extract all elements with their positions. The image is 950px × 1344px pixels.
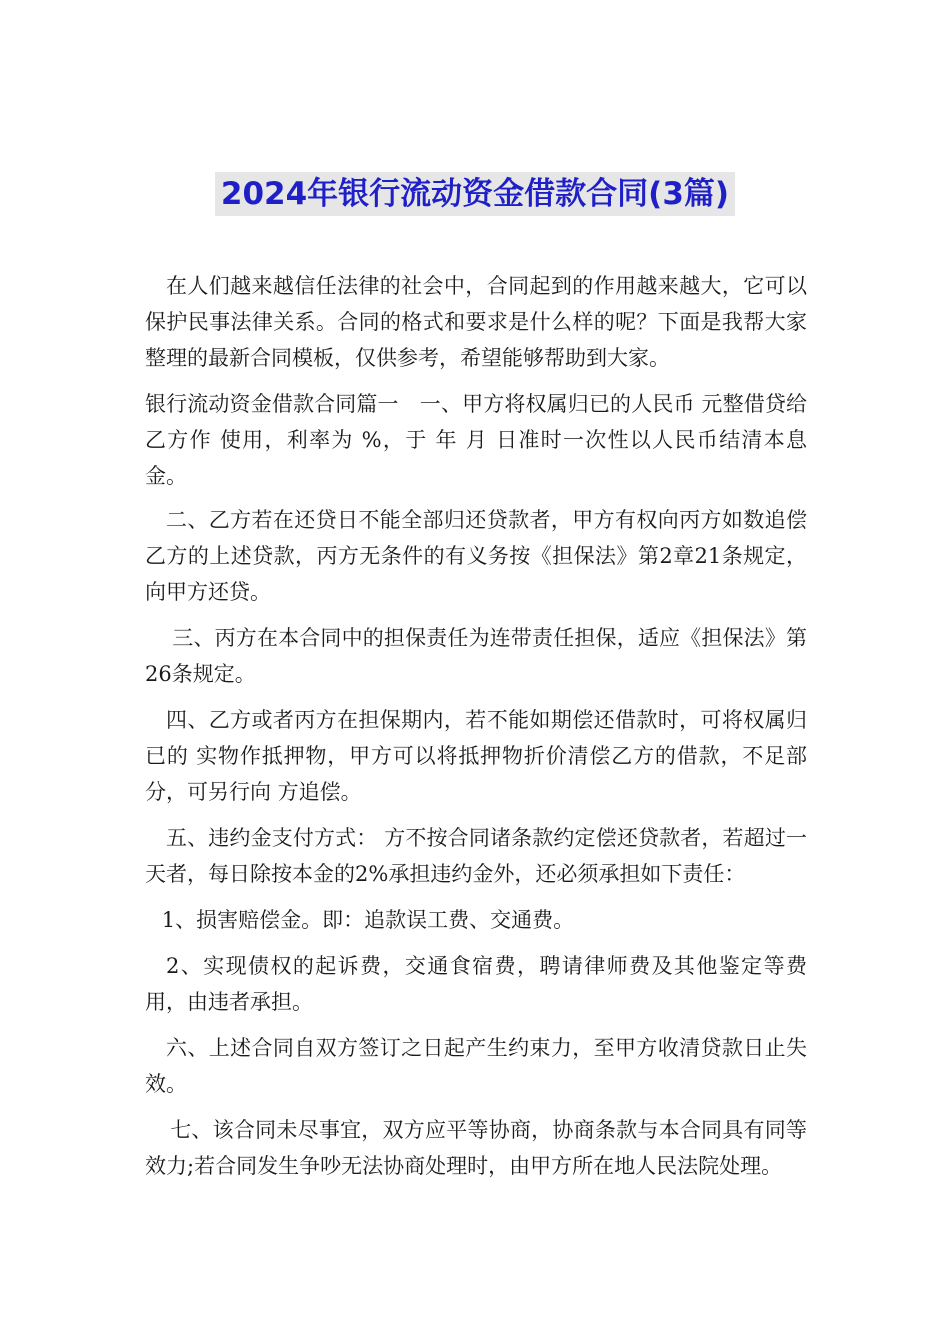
- paragraph-clause-6: 六、上述合同自双方签订之日起产生约束力，至甲方收清贷款日止失效。: [145, 1036, 807, 1096]
- paragraph-clause-4: 四、乙方或者丙方在担保期内，若不能如期偿还借款时，可将权属归已的 实物作抵押物，甲方可以将抵押物折价清偿乙方的借款，不足部分，可另行向 方追偿。: [145, 708, 807, 804]
- title-container: [0, 172, 950, 216]
- paragraph-clause-1: 银行流动资金借款合同篇一 一、甲方将权属归已的人民币 元整借贷给乙方作 使用，利率为 %，于 年 月 日准时一次性以人民币结清本息金。: [145, 392, 807, 488]
- document-body: [145, 268, 807, 1194]
- paragraph-clause-2: 二、乙方若在还贷日不能全部归还贷款者，甲方有权向丙方如数追偿乙方的上述贷款，丙方无条件的有义务按《担保法》第2章21条规定，向甲方还贷。: [145, 508, 807, 604]
- paragraph-clause-5: 五、违约金支付方式： 方不按合同诸条款约定偿还贷款者，若超过一天者，每日除按本金的2%承担违约金外，还必须承担如下责任：: [145, 826, 807, 886]
- paragraph-clause-7: 七、该合同未尽事宜，双方应平等协商，协商条款与本合同具有同等效力;若合同发生争吵无法协商处理时，由甲方所在地人民法院处理。: [145, 1118, 807, 1178]
- paragraph-clause-5-1: 1、损害赔偿金。即：追款误工费、交通费。: [161, 908, 575, 932]
- paragraph-clause-3: 三、丙方在本合同中的担保责任为连带责任担保，适应《担保法》第26条规定。: [145, 626, 807, 686]
- document-title: 2024年银行流动资金借款合同(3篇): [215, 172, 735, 216]
- paragraph-clause-5-2: 2、实现债权的起诉费，交通食宿费，聘请律师费及其他鉴定等费用，由违者承担。: [145, 954, 807, 1014]
- paragraph-intro: 在人们越来越信任法律的社会中，合同起到的作用越来越大，它可以保护民事法律关系。合同的格式和要求是什么样的呢？下面是我帮大家整理的最新合同模板，仅供参考，希望能够帮助到大家。: [145, 274, 807, 370]
